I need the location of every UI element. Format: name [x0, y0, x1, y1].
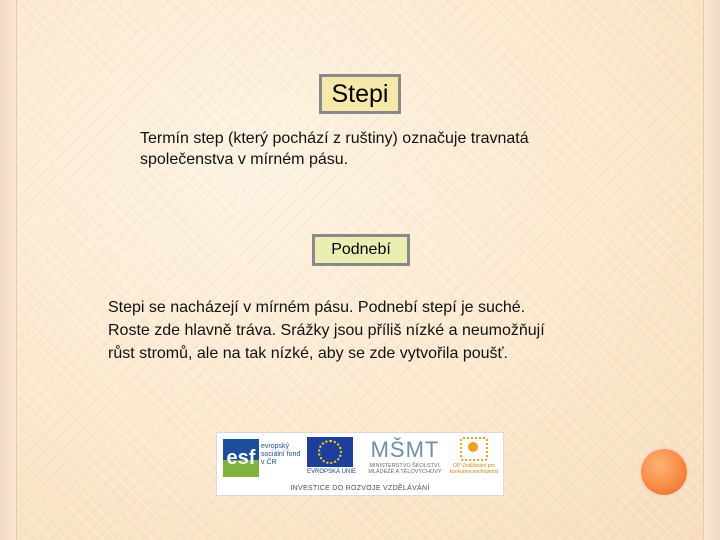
intro-paragraph — [140, 128, 610, 170]
body-line: růst stromů, ale na tak nízké, aby se zde vytvořila poušť. — [108, 345, 508, 362]
esf-logo-mark: esf — [223, 439, 259, 477]
eu-flag-icon — [307, 437, 353, 467]
slide-title-text: Stepi — [331, 79, 389, 108]
body-line: Roste zde hlavně tráva. Srážky jsou příliš nízké a neumožňují — [108, 322, 545, 339]
intro-line: společenstva v mírném pásu. — [140, 151, 349, 168]
section-heading-climate — [312, 234, 410, 266]
op-vk-logo-text: OP Vzdělávání pro konkurenceschopnost — [449, 463, 499, 475]
slide-title — [319, 74, 401, 114]
eu-logo — [307, 437, 357, 479]
decorative-orange-circle — [641, 449, 687, 495]
msmt-logo-mark: MŠMT — [370, 437, 440, 462]
left-border-strip — [0, 0, 17, 540]
op-vk-logo-mark — [460, 437, 488, 461]
climate-paragraph — [108, 296, 628, 365]
esf-logo — [223, 437, 301, 479]
msmt-logo — [367, 437, 443, 479]
op-vk-logo — [449, 437, 499, 479]
logos-caption: INVESTICE DO ROZVOJE VZDĚLÁVÁNÍ — [290, 485, 430, 492]
esf-logo-text: evropský sociální fond v ČR — [261, 443, 301, 466]
section-heading-text: Podnebí — [331, 241, 391, 258]
funding-logos-banner — [216, 432, 504, 496]
eu-logo-text: EVROPSKÁ UNIE — [307, 469, 357, 475]
intro-line: Termín step (který pochází z ruštiny) označuje travnatá — [140, 130, 529, 147]
body-line: Stepi se nacházejí v mírném pásu. Podnebí stepí je suché. — [108, 299, 526, 316]
right-border-strip — [703, 0, 720, 540]
msmt-logo-text: MINISTERSTVO ŠKOLSTVÍ, MLÁDEŽE A TĚLOVÝCHOVY — [368, 463, 442, 475]
